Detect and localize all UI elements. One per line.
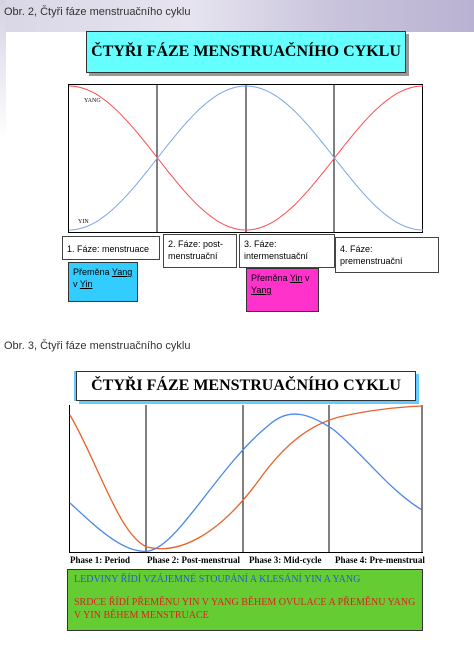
heart-statement: SRDCE ŘÍDÍ PŘEMĚNU YIN V YANG BĚHEM OVULACE A PŘEMĚNU YANG V YIN BĚHEM MENSTRUACE: [74, 597, 416, 621]
yin-axis-label: YIN: [78, 219, 89, 225]
figure-2-caption: Obr. 2, Čtyři fáze menstruačního cyklu: [4, 6, 191, 18]
figure-3-title: ČTYŘI FÁZE MENSTRUAČNÍHO CYKLU: [76, 371, 416, 401]
phase-2-box: 2. Fáze: post-menstruační: [163, 234, 237, 268]
orange-curve: [70, 406, 422, 549]
phase-4-box: 4. Fáze: premenstruační: [335, 237, 439, 273]
yang-axis-label: YANG: [84, 98, 101, 104]
figure-3-chart: [69, 405, 423, 553]
yin-to-yang-note: Přeměna Yin v Yang: [246, 268, 319, 312]
side-decoration: [0, 0, 6, 140]
phase-3-box: 3. Fáze: intermenstuační: [239, 234, 335, 268]
figure-2-chart: [68, 84, 424, 234]
phase-1-label: Phase 1: Period: [70, 555, 130, 565]
phase-4-label: Phase 4: Pre-menstrual: [335, 555, 425, 565]
figure-3-caption: Obr. 3, Čtyři fáze menstruačního cyklu: [4, 340, 191, 352]
phase-2-label: Phase 2: Post-menstrual: [147, 555, 240, 565]
kidney-statement: LEDVINY ŘÍDÍ VZÁJEMNÉ STOUPÁNÍ A KLESÁNÍ YIN A YANG: [74, 574, 361, 585]
kidney-heart-note-box: [67, 569, 423, 631]
yang-to-yin-note: Přeměna Yang v Yin: [68, 262, 138, 302]
figure-2-title: ČTYŘI FÁZE MENSTRUAČNÍHO CYKLU: [86, 31, 406, 73]
phase-3-label: Phase 3: Mid-cycle: [249, 555, 322, 565]
phase-1-box: 1. Fáze: menstruace: [62, 236, 160, 260]
blue-curve: [70, 414, 422, 551]
